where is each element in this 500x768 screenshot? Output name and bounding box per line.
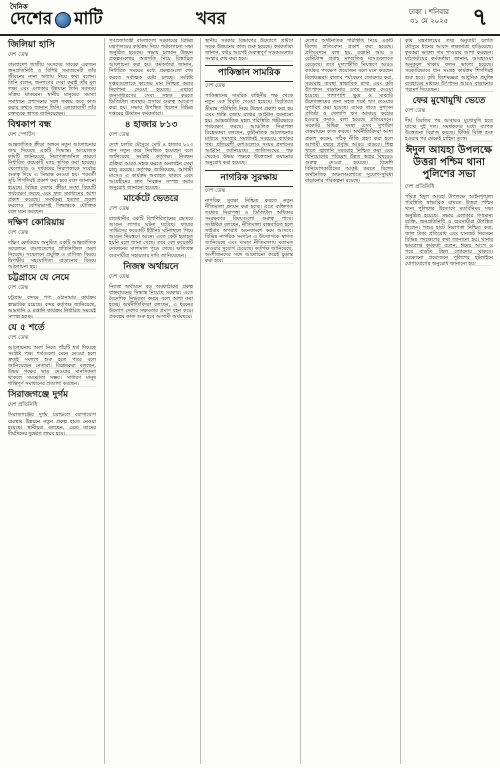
article-body: দক্ষিণ কোরিয়ায় অনুষ্ঠিত একটি আন্তর্জাতিক সম্মেলনে বাংলাদেশের প্রতিনিধিদল অংশ নিয়েছে। সম্মেলনে প্রযুক্তি ও বাণিজ্য বিষয়ে দ্বিপক্ষীয় সহযোগিতা বাড়ানোর বিষয়ে আলোচনা হয়। (8, 239, 96, 271)
masthead (0, 0, 500, 36)
article-headline: ৪ হাজার ৮১৩ (124, 120, 178, 131)
newspaper-logo (10, 2, 103, 34)
article-body: পাকিস্তানের সামরিক বাহিনীর পক্ষ থেকে নতুন এক বিবৃতি দেওয়া হয়েছে। বিবৃতিতে সীমান্ত পরিস্থিতি নিয়ে উদ্বেগ প্রকাশ করা হয় এবং শান্তি বজায় রাখার আহ্বান জানানো হয়। আন্তর্জাতিক মহল পরিস্থিতি গভীরভাবে পর্যবেক্ষণ করছে। আঞ্চলিক নিরাপত্তা বিশ্লেষকরা বলছেন, কূটনৈতিক আলোচনার মাধ্যমে সমস্যার সমাধানই সবচেয়ে কার্যকর পথ। প্রতিবেশী দেশগুলোও সংযম প্রদর্শনের আহ্বান জানিয়েছে। জাতিসংঘের পক্ষ থেকেও উভয় পক্ষকে উত্তেজনা কমানোর অনুরোধ করা হয়েছে। (205, 93, 293, 167)
article-headline: ঈদুল আযহা উপলক্ষে উত্তরা পশ্চিম থানা পুলিশের সভা (406, 145, 492, 181)
column-body (105, 38, 197, 320)
dateline-city-day: ঢাকা । শনিবার (409, 8, 449, 16)
article-body: কৃষি মন্ত্রণালয়ের তথ্য অনুযায়ী চলতি মৌসুমে ধানের আবাদ লক্ষ্যমাত্রা ছাড়িয়েছে। কৃষকরা ভালো দাম পাওয়ার আশা করছেন। মাঠপর্যায়ের কর্মকর্তারা জানান, আবহাওয়া অনুকূলে থাকায় ফলন ভালো হয়েছে। সরকারিভাবে ধান সংগ্রহ কার্যক্রম শিগগিরই শুরু হবে। কৃষি বিশেষজ্ঞরা আধুনিক প্রযুক্তি ব্যবহারের মাধ্যমে উৎপাদন আরও বাড়ানোর পরামর্শ দিয়েছেন। (405, 38, 493, 93)
column-2 (104, 38, 197, 764)
article-byline: দেশ প্রতিনিধি (8, 402, 38, 409)
article-headline: সিরাজগঞ্জে দুর্গম (8, 390, 69, 401)
column-body (401, 38, 497, 267)
logo-right-text: মাটি (74, 9, 103, 29)
article-byline: দেশ ডেস্ক (8, 229, 29, 236)
column-3 (200, 38, 297, 764)
column-1 (4, 38, 100, 764)
article-headline: মার্কেটে ভেতরে (123, 193, 179, 204)
article-body: বাংলাদেশ জাতীয় সংসদের সাবেক একজন জনপ্রতিনিধি ও বিশিষ্ট সমাজসেবী তাঁর জীবনের নানা অধ্যায় নিয়ে কথা বলেন। তিনি বলেন, জনগণের সেবা করাই তাঁর মূল লক্ষ্য এবং এলাকার উন্নয়নে তিনি সবসময় সক্রিয় থাকবেন। স্থানীয় মানুষের সমস্যা সমাধানে প্রশাসনের সঙ্গে সমন্বয় করে কাজ করার কথাও জানান তিনি। এলাকাবাসী তাঁর বক্তব্যকে স্বাগত জানিয়েছেন। (8, 62, 96, 117)
dateline-date: ৩১ মে ২০২৫ (409, 17, 449, 25)
article-body: পবিত্র ঈদুল আযহা উপলক্ষে আইনশৃঙ্খলা পরিস্থিতি স্বাভাবিক রাখতে উত্তরা পশ্চিম থানা পুলিশের উদ্যোগে মতবিনিময় সভা অনুষ্ঠিত হয়েছে। সভায় এলাকার গণ্যমান্য ব্যক্তি, জনপ্রতিনিধি ও ব্যবসায়ীরা উপস্থিত ছিলেন। পশুর হাটে নিরাপত্তা নিশ্চিত করা, জাল টাকা প্রতিরোধ এবং যানজট নিরসনে বিভিন্ন পদক্ষেপের কথা জানানো হয়। থানার ভারপ্রাপ্ত কর্মকর্তা বলেন, ঈদের আগে ও পরে বাড়তি টহল জোরদার থাকবে। যেকোনো প্রয়োজনে পুলিশের হটলাইনে যোগাযোগের অনুরোধ জানানো হয়। (405, 194, 493, 268)
article-body: সিরাজগঞ্জের দুর্গম চরাঞ্চলে যোগাযোগ ব্যবস্থার উন্নয়নে নতুন প্রকল্প হাতে নেওয়া হয়েছে। স্থানীয়রা বলছেন, এতে তাদের দীর্ঘদিনের দুর্ভোগ লাঘব হবে। (8, 412, 96, 437)
article-headline: জিলিয়া হাসি (8, 40, 55, 50)
article-byline: দেশ ডেস্ক (205, 83, 226, 90)
logo-tag: দৈনিক (10, 2, 28, 11)
article-body: রাজধানীর একটি বিপণিবিতানের ভেতরে আগুন লাগার ঘটনা ঘটেছে। ফায়ার সার্ভিসের কয়েকটি ইউনিট ঘটনাস্থলে গিয়ে আগুন নিয়ন্ত্রণে আনে। এতে কেউ হতাহত হয়নি বলে জানা গেছে। তবে বেশ কয়েকটি দোকানের মালামাল পুড়ে গেছে। ক্ষতিগ্রস্ত ব্যবসায়ীরা সহায়তার দাবি জানিয়েছেন। (109, 215, 193, 259)
article-body: আলোচনায় অংশ নিতে পাঁচটি শর্ত দিয়েছে সংশ্লিষ্ট পক্ষ। শর্তগুলো মেনে নেওয়া হলে দ্রুতই সংলাপ শুরু হতে পারে বলে জানিয়েছেন নেতারা। বিশ্লেষকরা বলছেন, উভয় পক্ষের ছাড় দেওয়ার মানসিকতা থাকলে সমঝোতা সম্ভব। সাধারণ মানুষ শান্তিপূর্ণ সমাধানের প্রত্যাশা করছেন। (8, 344, 96, 388)
article-byline: দেশ ডেস্ক (8, 52, 29, 58)
page-number: ৭ (472, 2, 488, 31)
article-body: দীর্ঘ বিরতির পর আবারও মুখোমুখি হতে যাচ্ছে দুই দল। সমর্থকদের মধ্যে ব্যাপক উত্তেজনা বিরাজ করছে। টিকিট বিক্রি শুরু হওয়ার পর থেকেই চাহিদা তুঙ্গে। (405, 117, 493, 143)
article-headline: পাকিস্তান সামরিক (205, 65, 293, 82)
column-4 (300, 38, 397, 764)
dateline (398, 8, 460, 26)
article-headline: ফের মুখোমুখি ভেতে (412, 95, 486, 106)
globe-icon (55, 12, 71, 28)
column-body (201, 38, 297, 265)
article-headline: নাগরিক সুরক্ষায় (205, 170, 293, 187)
article-byline: দেশ ডেস্ক (205, 187, 226, 194)
column-body (301, 38, 397, 184)
article-byline: দেশ ডেস্ক (8, 285, 29, 292)
article-headline: দক্ষিণ কোরিয়ায় (8, 217, 65, 228)
article-body: স্থানীয় সরকার বিভাগের উদ্যোগে গ্রামীণ সড়ক উন্নয়নের কাজ শুরু হয়েছে। কর্মকর্তারা জানান, বর্ষার আগেই গুরুত্বপূর্ণ সড়কগুলোর সংস্কার শেষ করা হবে। (205, 38, 293, 63)
article-body: দেশে চলতি মৌসুমে মোট ৪ হাজার ৮১৩ জন নতুন করে নিবন্ধিত হয়েছেন বলে জানিয়েছে সংশ্লিষ্ট কর্তৃপক্ষ। নিবন্ধন প্রক্রিয়া আরও সহজ করতে অনলাইন সেবা চালু রয়েছে। কর্তৃপক্ষ জানিয়েছে, আগামী মাসেও এ কার্যক্রম অব্যাহত থাকবে এবং আগ্রহীদের দ্রুত নিবন্ধন সম্পন্ন করার অনুরোধ জানানো হয়েছে। (109, 142, 193, 191)
column-5 (400, 38, 497, 764)
article-body: নাগরিক সুরক্ষা নিশ্চিত করতে নতুন নীতিমালা প্রণয়ন করা হচ্ছে। এতে ব্যক্তিগত তথ্যের নিরাপত্তা ও ডিজিটাল অধিকার সংরক্ষণের বিষয়গুলো গুরুত্ব পাবে। সংশ্লিষ্টরা বলছেন, নীতিমালা বাস্তবায়িত হলে সাইবার অপরাধ অনেকাংশে কমে আসবে। বিভিন্ন নাগরিক সংগঠন এ উদ্যোগকে স্বাগত জানিয়েছে এবং খসড়া নীতিমালায় মতামত দেওয়ার সুযোগ চেয়েছে। কর্তৃপক্ষ জানিয়েছে, অংশীজনদের সঙ্গে আলোচনা করেই চূড়ান্ত করা হবে। (205, 197, 293, 265)
article-body: দেশের অর্থনৈতিক পরিস্থিতি নিয়ে একটি বিশেষ প্রতিবেদন প্রকাশ করা হয়েছে। প্রতিবেদনে বলা হয়, রপ্তানি আয় ও রেমিট্যান্স প্রবাহ সাম্প্রতিক মাসগুলোতে বেড়েছে। তবে মূল্যস্ফীতি নিয়ন্ত্রণে আরও কার্যকর পদক্ষেপ প্রয়োজন বলে মনে করছেন বিশেষজ্ঞরা। বাজার পর্যবেক্ষণ জোরদার করা, সরবরাহ ব্যবস্থা স্বাভাবিক রাখা এবং কৃষি উৎপাদন বাড়ানোর ওপর গুরুত্ব দেওয়া হয়েছে। পাশাপাশি ক্ষুদ্র ও মাঝারি উদ্যোক্তাদের জন্য সহজ শর্তে ঋণ দেওয়ার সুপারিশ করা হয়েছে। ব্যাংক খাতে সুশাসন প্রতিষ্ঠা ও খেলাপি ঋণ আদায়ে কঠোর হওয়ার কথাও বলা হয়েছে প্রতিবেদনে। সরকারি বিভিন্ন সংস্থা এসব সুপারিশ বাস্তবায়নে কাজ করছে। অর্থনীতিবিদরা আশা প্রকাশ করেন, সঠিক নীতি গ্রহণ করা হলে আগামী বছরে প্রবৃদ্ধি আরও বাড়বে। শিল্প খাতে জ্বালানি সরবরাহ নিশ্চিত করা এবং বিনিয়োগের পরিবেশ উন্নত করার বিষয়েও গুরুত্ব দেওয়া হয়েছে। বিদেশি বিনিয়োগকারীদের আকৃষ্ট করতে বিশেষ অর্থনৈতিক অঞ্চলগুলোতে সুযোগ-সুবিধা বাড়ানোর পরিকল্পনা রয়েছে। (305, 38, 393, 185)
article-byline: দেশ ডেস্ক (109, 273, 130, 280)
article-body: গণপ্রজাতন্ত্রী বাংলাদেশ সরকারের বিভিন্ন মন্ত্রণালয়ের কার্যক্রম নিয়ে পর্যালোচনা সভা অনুষ্ঠিত হয়েছে। সভায় চলমান উন্নয়ন প্রকল্পগুলোর অগ্রগতি নিয়ে বিস্তারিত আলোচনা করা হয়। কর্মকর্তারা জানান, নির্ধারিত সময়ের মধ্যে প্রকল্পগুলো শেষ করতে সর্বাত্মক চেষ্টা চলছে। সংশ্লিষ্ট দপ্তরগুলোকে কাজের মান নিশ্চিত করার নির্দেশনা দেওয়া হয়েছে। এছাড়া জনসাধারণের সেবা সহজ করতে ডিজিটাল ব্যবস্থার প্রসারে গুরুত্ব আরোপ করা হয়। সভায় উপস্থিত ছিলেন বিভিন্ন দপ্তরের ঊর্ধ্বতন কর্মকর্তারা। (109, 38, 193, 118)
column-body (4, 40, 100, 437)
article-headline: চট্টগ্রামে যে নেমে (8, 273, 70, 284)
article-headline: যে ৫ শর্তে (8, 322, 45, 333)
article-body: নিজস্ব অর্থায়নে বড় অবকাঠামো প্রকল্প বাস্তবায়নের সিদ্ধান্ত নিয়েছে সরকার। এতে বৈদেশিক নির্ভরতা কমবে বলে আশা করা হচ্ছে। অর্থনীতিবিদরা বলছেন, এ ধরনের উদ্যোগ দেশের সক্ষমতার প্রমাণ বহন করে। প্রকল্পের কাজ শুরু হবে আগামী অর্থবছরে। (109, 283, 193, 321)
article-body: আন্তর্জাতিক ক্রীড়া অঙ্গনে নতুন আলোচনার জন্ম দিয়েছে একটি সিদ্ধান্ত। আয়োজক কমিটি জানিয়েছে, নিরাপত্তাজনিত কারণে নির্ধারিত কয়েকটি ম্যাচ স্থগিত করা হয়েছে। খেলোয়াড় ও দর্শকদের নিরাপত্তাকে সর্বোচ্চ গুরুত্ব দিয়ে এ সিদ্ধান্ত নেওয়া হয়। পরবর্তী সূচি শিগগিরই প্রকাশ করা হবে বলে জানানো হয়েছে। বিভিন্ন দেশের ক্রীড়া সংস্থা বিষয়টি পর্যবেক্ষণ করছে এবং দ্রুত সমাধানের আশা প্রকাশ করেছে। সমর্থকরা হতাশা প্রকাশ করলেও বেশিরভাগই সিদ্ধান্তকে যৌক্তিক বলে মনে করছেন। (8, 141, 96, 215)
section-title: খবর (196, 9, 226, 29)
article-byline: দেশ স্পোর্টস (8, 131, 35, 138)
article-headline: নিজস্ব অর্থায়নে (123, 261, 179, 272)
article-headline: বিশ্বকাপ বন্ধ (8, 119, 52, 130)
article-byline: দেশ ডেস্ক (109, 205, 130, 212)
article-byline: দেশ ডেস্ক (8, 334, 29, 341)
article-byline: দেশ ডেস্ক (405, 107, 426, 114)
logo-left-text: দেশের (10, 9, 53, 29)
article-byline: দেশ প্রতিনিধি (405, 184, 435, 191)
article-body: চট্টগ্রাম বন্দরে পণ্য ওঠানামার কার্যক্রম স্বাভাবিক রয়েছে। বন্দর কর্তৃপক্ষ জানিয়েছে, আমদানি ও রপ্তানি কার্যক্রম নির্ধারিত সময়েই সম্পন্ন হচ্ছে। (8, 295, 96, 320)
article-byline: দেশ ডেস্ক (109, 132, 130, 139)
